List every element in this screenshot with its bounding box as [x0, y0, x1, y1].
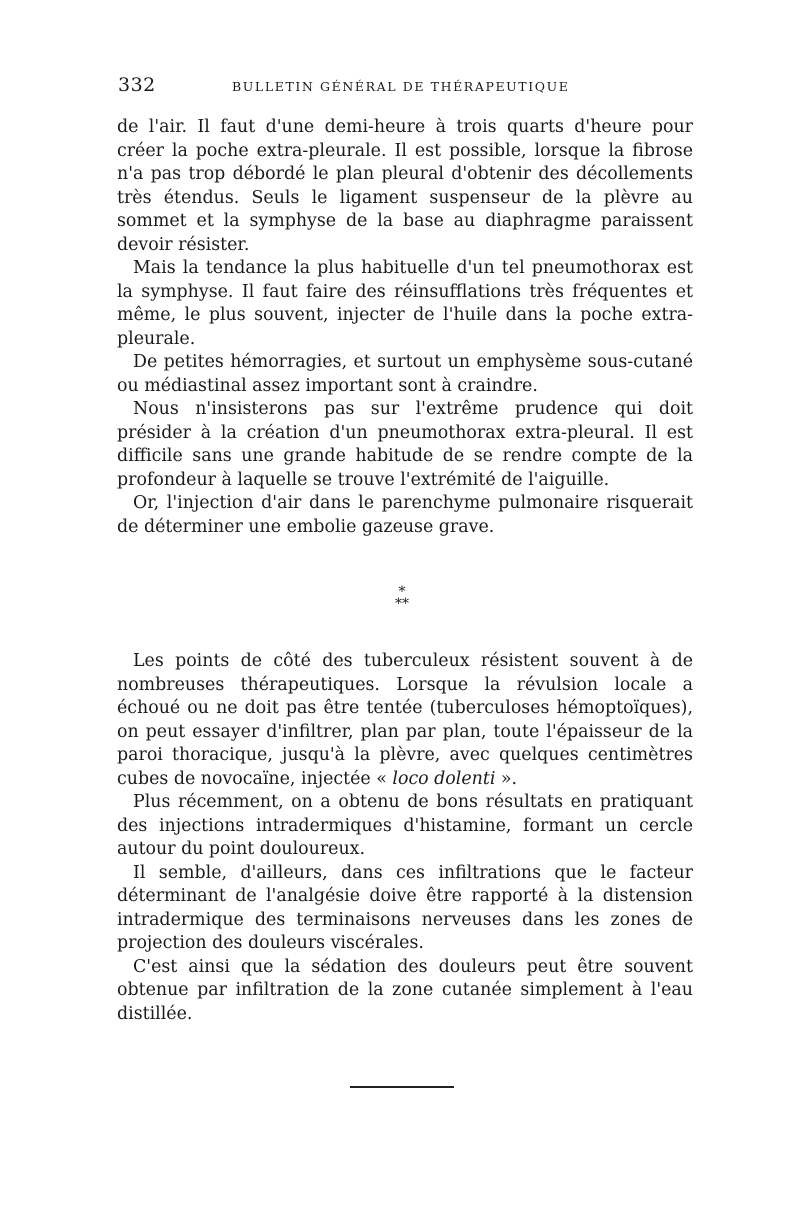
asterism-top: *: [398, 584, 406, 600]
paragraph: Mais la tendance la plus habituelle d'un tel pneumothorax est la symphyse. Il faut faire des réinsufflations très fréquentes et même, le plus souvent, injecter de l'huile dans la poche extra-pleurale.: [117, 258, 693, 349]
asterism-bottom: **: [395, 596, 409, 612]
body-text-section-2: [117, 650, 693, 1026]
running-head: [118, 74, 693, 98]
page-number: 332: [118, 74, 156, 96]
end-rule: [350, 1086, 454, 1088]
paragraph: de l'air. Il faut d'une demi-heure à trois quarts d'heure pour créer la poche extra-pleurale. Il est possible, lorsque la fibrose n'a pas trop débordé le plan pleural d'obtenir des décollements très étendus. Seuls le ligament suspenseur de la plèvre au sommet et la symphyse de la base au diaphragme paraissent devoir résister.: [117, 117, 693, 255]
paragraph: [117, 650, 693, 791]
paragraph: Plus récemment, on a obtenu de bons résultats en pratiquant des injections intradermiques d'histamine, formant un cercle autour du point douloureux.: [117, 792, 693, 859]
body-text-section-1: [117, 116, 693, 539]
paragraph: Il semble, d'ailleurs, dans ces infiltrations que le facteur déterminant de l'analgésie doive être rapporté à la distension intradermique des terminaisons nerveuses dans les zones de projection des douleurs viscérales.: [117, 862, 693, 953]
paragraph-text: Les points de côté des tuberculeux résistent souvent à de nombreuses thérapeutiques. Lorsque la révulsion locale a échoué ou ne doit pas être tentée (tuberculoses hémoptoïques), on peut essayer d'infiltrer, plan par plan, toute l'épaisseur de la paroi thoracique, jusqu'à la plèvre, avec quelques centimètres cubes de novocaïne, injectée «: [117, 651, 693, 789]
asterism-separator: [382, 586, 422, 622]
paragraph: C'est ainsi que la sédation des douleurs peut être souvent obtenue par infiltration de la zone cutanée simplement à l'eau distillée.: [117, 956, 693, 1024]
journal-title: BULLETIN GÉNÉRAL DE THÉRAPEUTIQUE: [232, 79, 570, 94]
paragraph: Or, l'injection d'air dans le parenchyme pulmonaire risquerait de déterminer une embolie gazeuse grave.: [117, 493, 693, 537]
paragraph-text-end: ».: [495, 768, 518, 789]
paragraph: De petites hémorragies, et surtout un emphysème sous-cutané ou médiastinal assez important sont à craindre.: [117, 352, 693, 396]
latin-phrase: loco dolenti: [392, 768, 496, 789]
paragraph: Nous n'insisterons pas sur l'extrême prudence qui doit présider à la création d'un pneumothorax extra-pleural. Il est difficile sans une grande habitude de se rendre compte de la profondeur à laquelle se trouve l'extrémité de l'aiguille.: [117, 399, 693, 490]
